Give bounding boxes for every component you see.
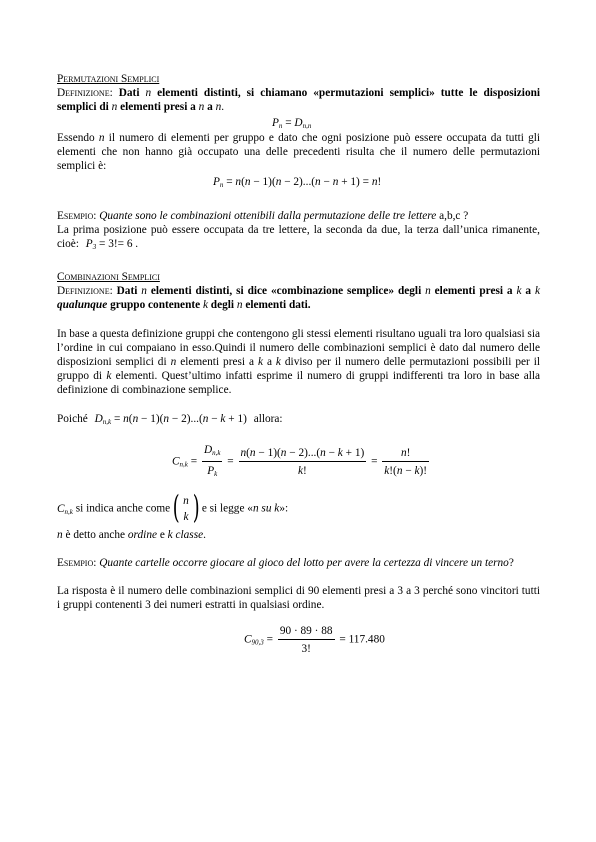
section-heading-combinazioni: Combinazioni Semplici <box>57 271 160 283</box>
example-permutazioni-answer: La prima posizione può essere occupata da tre lettere, la seconda da due, la terza dall’unica rimanente, cioè: $P_3 = 3!= 6$ . <box>57 224 540 251</box>
fraction-90-89-88-over-3fact: $\frac{90 \cdot 89 \cdot 88}{3!}$ <box>279 625 333 655</box>
fraction-nfact-over-kfact: $\frac{n!}{k!(n - k)!}$ <box>384 447 428 477</box>
binomial-coefficient: ( n k ) <box>172 488 200 526</box>
definition-label: Definizione: <box>57 87 113 99</box>
paragraph-permutazioni: Essendo n il numero di elementi per gruppo e dato che ogni posizione può essere occupata da tutti gli elementi che non hanno già occupato una delle precedenti risulta che il numero delle permutazioni semplici è: <box>57 132 541 172</box>
paragraph-combinazioni: In base a questa definizione gruppi che contengono gli stessi elementi risultano uguali tra loro qualsiasi sia l’ordine in cui compaiano in esso.Quindi il numero delle combinazioni semplici è dato dal numero delle disposizioni semplici di n elementi presi a k a k diviso per il numero delle permutazioni possibili per il gruppo di k elementi. Quest’ultimo infatti esprime il numero di gruppi indifferenti tra loro in base alla definizione di combinazione semplice. <box>57 328 541 396</box>
example-combinazioni-question: Esempio: Quante cartelle occorre giocare al gioco del lotto per avere la certezza di vincere un terno? <box>57 557 514 569</box>
fraction-product-over-kfact: $\frac{n(n - 1)(n - 2)...(n - k + 1)}{k!}$ <box>240 447 365 477</box>
definition-label: Definizione: <box>57 285 113 297</box>
example-combinazioni-answer: La risposta è il numero delle combinazioni semplici di 90 elementi presi a 3 a 3 perché sono vincitori tutti i gruppi contenenti 3 dei numeri estratti in qualsiasi ordine. <box>57 585 540 611</box>
example-label: Esempio: <box>57 557 97 569</box>
formula-pn-factorial: $P_n = n(n - 1)(n - 2)...(n - n + 1) = n$! <box>213 176 382 189</box>
formula-c90-3: $C_{90,3}$ = $\frac{90 \cdot 89 \cdot 88}{3!}$ = 117.480 <box>244 625 385 655</box>
formula-cnk-symbol: $C_{n,k}$ <box>57 502 73 516</box>
formula-cnk-expansion: $C_{n,k}$ = $\frac{D_{n,k}}{P_k}$ = $\frac{n(n - 1)(n - 2)...(n - k + 1)}{k!}$ = $\frac{n!}{k!(n - k)!}$ <box>172 443 431 481</box>
ordine-classe-line: n è detto anche ordine e k classe. <box>57 529 206 541</box>
definition-combinazioni: Definizione: Dati n elementi distinti, si dice «combinazione semplice» degli n elementi presi a k a k qualunque gruppo contenente k degli n elementi dati. <box>57 285 540 311</box>
example-label: Esempio: <box>57 210 97 222</box>
example-permutazioni-question: Esempio: Quante sono le combinazioni ottenibili dalla permutazione delle tre lettere a,b,c ? <box>57 210 469 222</box>
binomial-notation-line: $C_{n,k}$ si indica anche come ( n k ) e si legge «n su k»: <box>57 488 289 526</box>
formula-dnk: $D_{n,k} = n(n - 1)(n - 2)...(n - k + 1)$ <box>94 413 247 426</box>
formula-p3: $P_3 = 3!= 6$ . <box>85 238 139 251</box>
section-heading-permutazioni: Permutazioni Semplici <box>57 73 160 85</box>
formula-pn-equals-dnn: $P_n = D_{n,n}$ <box>272 117 312 130</box>
definition-permutazioni: Definizione: Dati n elementi distinti, si chiamano «permutazioni semplici» tutte le disposizioni semplici di n elementi presi a n a n. <box>57 87 541 113</box>
poiche-line: Poiché $D_{n,k} = n(n - 1)(n - 2)...(n - k + 1)$ allora: <box>57 413 283 426</box>
fraction-d-over-p: $\frac{D_{n,k}}{P_k}$ <box>203 444 221 478</box>
